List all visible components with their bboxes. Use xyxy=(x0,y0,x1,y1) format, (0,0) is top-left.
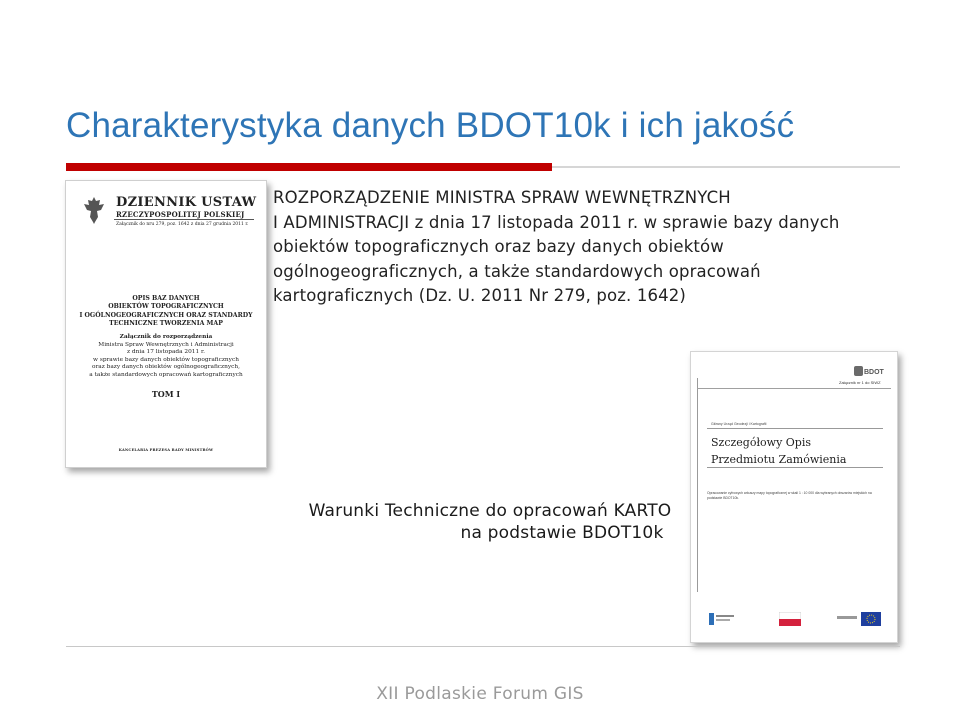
regulation-line: ogólnogeograficznych, a także standardowych opracowań xyxy=(273,261,761,281)
masthead-rule xyxy=(114,219,254,220)
spec-title: Szczegółowy Opis Przedmiotu Zamówienia xyxy=(711,436,847,466)
karto-caption xyxy=(270,500,710,544)
title-underline xyxy=(552,166,900,168)
bdot-logo-text: BDOT xyxy=(864,369,884,376)
footer-text: XII Podlaskie Forum GIS xyxy=(376,684,584,704)
footer-logos xyxy=(705,612,885,626)
regulation-text xyxy=(273,186,933,309)
attachment-label: Załącznik nr 1 do SIWZ xyxy=(839,380,881,385)
spec-description: Opracowanie cyfrowych arkuszy mapy topograficznej w skali 1 : 10 000 dla wybranych obszarów miejskich na podstawie BDOT10k. xyxy=(707,491,872,500)
innovative-economy-logo-icon xyxy=(709,612,735,626)
bottom-rule xyxy=(66,646,900,647)
eu-flag-icon xyxy=(837,612,881,626)
journal-cover-image xyxy=(65,180,267,468)
polish-eagle-emblem-icon xyxy=(82,195,106,225)
karto-line: Warunki Techniczne do opracowań KARTO xyxy=(308,501,672,521)
title-rule xyxy=(66,163,900,171)
bdot-logo-icon xyxy=(854,364,884,378)
title-accent-bar xyxy=(66,163,552,171)
journal-heading: OPIS BAZ DANYCH OBIEKTÓW TOPOGRAFICZNYCH I OGÓLNOGEOGRAFICZNYCH ORAZ STANDARDY TECHNICZNE TWORZENIA MAP xyxy=(79,295,253,328)
cover-top-rule xyxy=(697,388,891,389)
journal-issue: Załącznik do nru 279, poz. 1642 z dnia 27 grudnia 2011 r. xyxy=(116,222,249,227)
karto-line: na podstawie BDOT10k xyxy=(460,523,664,543)
spec-cover-image xyxy=(690,351,898,643)
journal-volume: TOM I xyxy=(151,389,181,399)
regulation-line: I ADMINISTRACJI z dnia 17 listopada 2011 r. w sprawie bazy danych xyxy=(273,212,840,232)
regulation-line: ROZPORZĄDZENIE MINISTRA SPRAW WEWNĘTRZNYCH xyxy=(273,188,731,207)
polish-flag-icon xyxy=(779,612,801,626)
slide-title: Charakterystyka danych BDOT10k i ich jakość xyxy=(66,106,795,145)
journal-masthead: DZIENNIK USTAW xyxy=(116,195,257,210)
regulation-line: kartograficznych (Dz. U. 2011 Nr 279, poz. 1642) xyxy=(273,286,687,306)
journal-footer: KANCELARIA PREZESA RADY MINISTRÓW xyxy=(118,448,214,452)
journal-subtitle: RZECZYPOSPOLITEJ POLSKIEJ xyxy=(116,210,245,219)
cover-left-rule xyxy=(697,378,698,592)
regulation-line: obiektów topograficznych oraz bazy danych obiektów xyxy=(273,237,724,257)
office-name: Główny Urząd Geodezji i Kartografii xyxy=(711,422,767,426)
journal-annex: Załącznik do rozporządzenia Ministra Spraw Wewnętrznych i Administracji z dnia 17 listopada 2011 r. w sprawie bazy danych obiektów topograficznych oraz bazy danych obiektów ogólnogeograficznych, a także standardowych opracowań kartograficznych xyxy=(89,334,243,378)
